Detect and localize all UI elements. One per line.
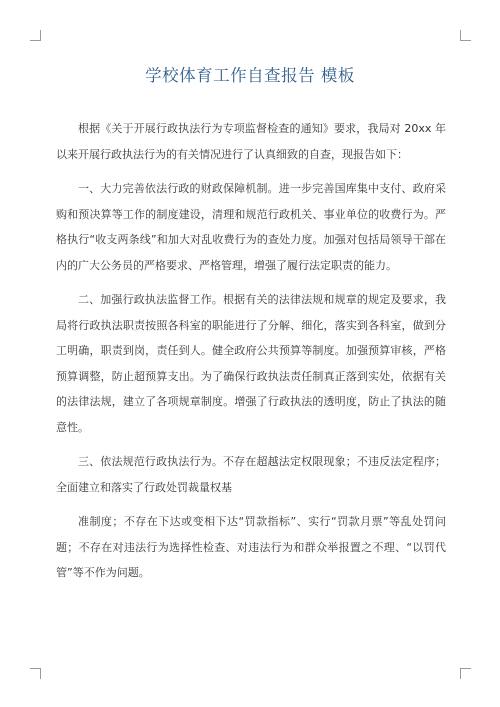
section-1-paragraph: 一、大力完善依法行政的财政保障机制。进一步完善国库集中支付、政府采购和预决算等工作的制度建设，清理和规范行政机关、事业单位的收费行为。严格执行“收支两条线”和加大对乱收费行为的查处力度。加强对包括局领导干部在内的广大公务员的严格要求、严格管理，增强了履行法定职责的能力。: [56, 182, 446, 272]
section-3-continued-paragraph: 准制度；不存在下达或变相下达“罚款指标”、实行“罚款月票”等乱处罚问题；不存在对违法行为选择性检查、对违法行为和群众举报置之不理、“以罚代管”等不作为问题。: [56, 515, 446, 579]
document-body: [56, 116, 446, 595]
section-2-paragraph: 二、加强行政执法监督工作。根据有关的法律法规和规章的规定及要求，我局将行政执法职责按照各科室的职能进行了分解、细化，落实到各科室，做到分工明确，职责到岗，责任到人。健全政府公共预算等制度。加强预算审核，严格预算调整，防止超预算支出。为了确保行政执法责任制真正落到实处，依据有关的法律法规，建立了各项规章制度。增强了行政执法的透明度，防止了执法的随意性。: [56, 293, 446, 434]
page-corner-mark-top-left: [30, 30, 41, 41]
intro-paragraph: 根据《关于开展行政执法行为专项监督检查的通知》要求，我局对 20xx 年以来开展行政执法行为的有关情况进行了认真细致的自查，现报告如下：: [56, 122, 446, 161]
page-corner-mark-bottom-right: [460, 668, 471, 679]
page-corner-mark-top-right: [460, 30, 471, 41]
page-corner-mark-bottom-left: [30, 668, 41, 679]
section-3-paragraph: 三、依法规范行政执法行为。不存在超越法定权限现象；不违反法定程序；全面建立和落实了行政处罚裁量权基: [56, 455, 446, 494]
document-title: 学校体育工作自查报告 模板: [145, 66, 355, 85]
